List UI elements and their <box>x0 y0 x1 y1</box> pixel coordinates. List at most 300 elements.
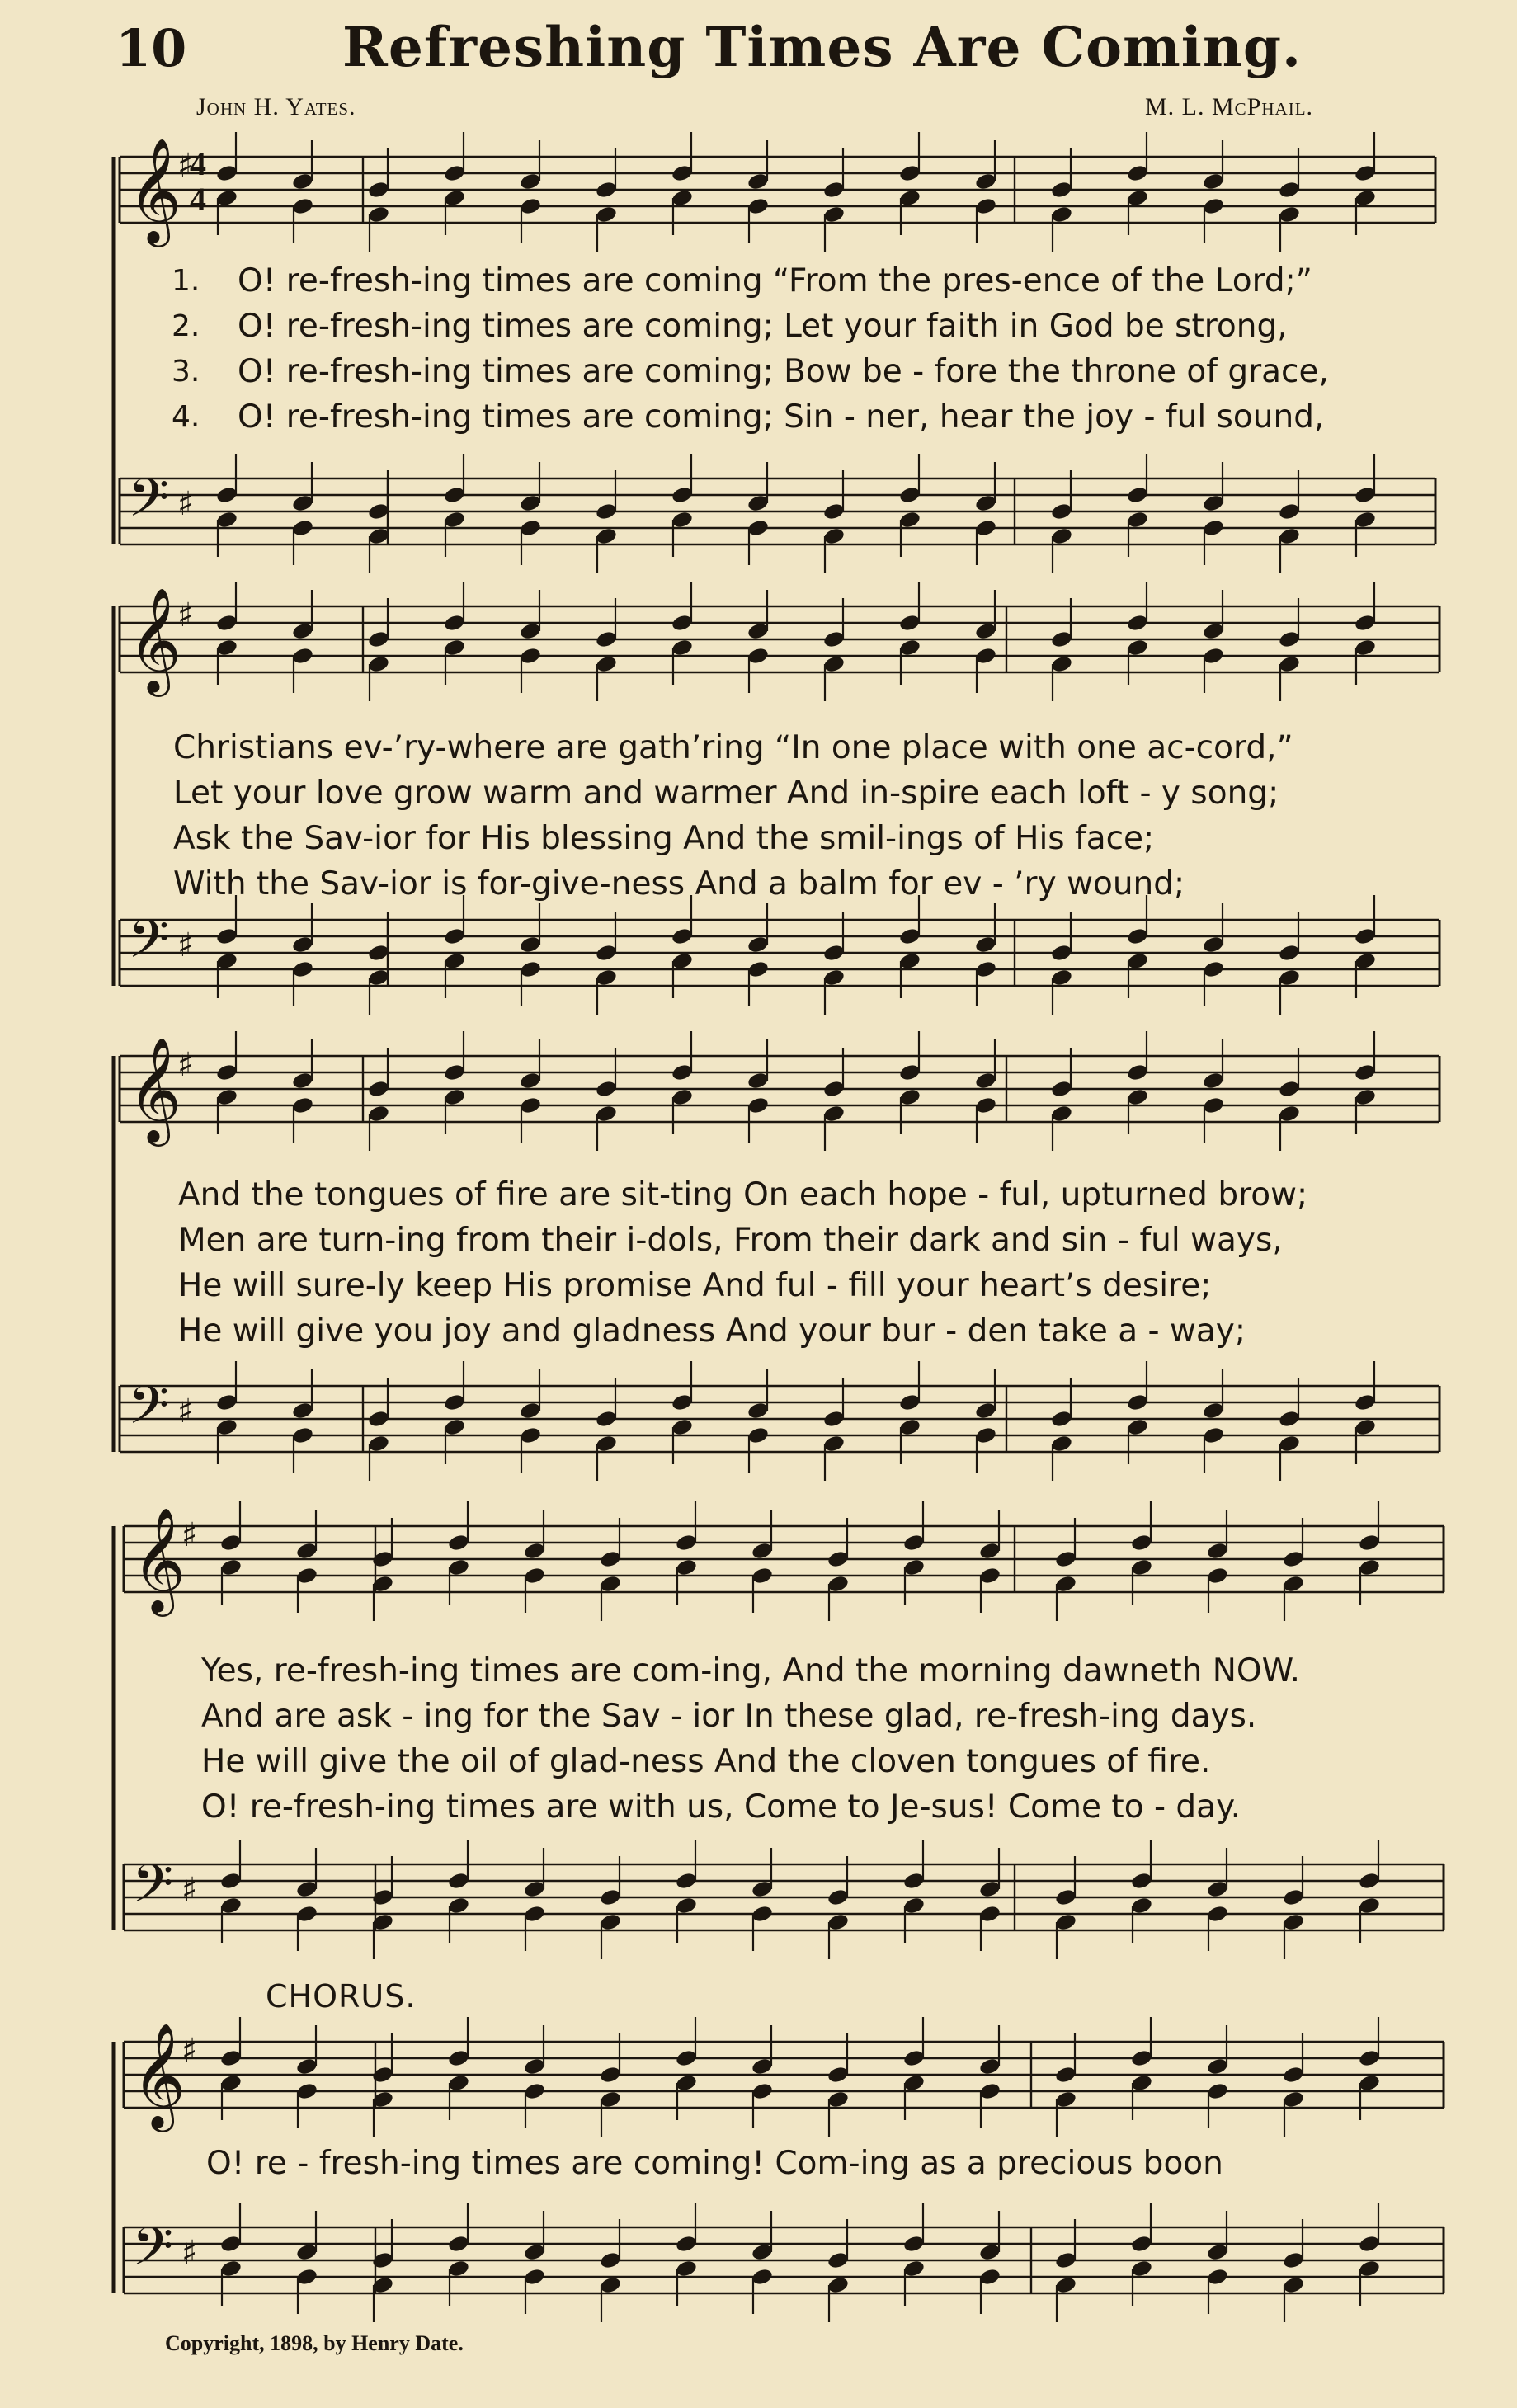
note-head <box>898 613 921 632</box>
note-head <box>1050 1079 1073 1098</box>
note-head <box>1358 1557 1381 1576</box>
treble-clef: 𝄞 <box>128 1036 182 1142</box>
note-head <box>974 621 997 640</box>
note-head <box>1282 1912 1305 1931</box>
note-head <box>1278 968 1301 987</box>
note-head <box>974 196 997 215</box>
sharp-sign: ♯ <box>181 2032 198 2070</box>
note-head <box>1206 1566 1229 1585</box>
note-head <box>599 2065 622 2084</box>
note-head <box>822 1434 846 1453</box>
note-head <box>1358 1533 1381 1552</box>
note-head <box>1206 1879 1229 1898</box>
note-head <box>827 1549 850 1568</box>
note-head <box>1354 951 1377 970</box>
note-head <box>291 935 314 954</box>
note-head <box>219 2048 243 2067</box>
note-head <box>751 2242 774 2261</box>
note-head <box>827 1912 850 1931</box>
note-head <box>1130 1896 1153 1915</box>
note-head <box>447 2259 470 2278</box>
note-head <box>671 1417 694 1436</box>
bass-clef: 𝄢 <box>128 1375 170 1449</box>
note-head <box>447 1871 470 1890</box>
note-head <box>291 621 314 640</box>
note-head <box>751 2081 774 2100</box>
note-head <box>822 180 846 199</box>
lyric-line: O! re-fresh-ing times are coming “From the pres-ence of the Lord;” <box>238 262 1313 299</box>
note-head <box>1202 172 1225 191</box>
treble-clef: 𝄞 <box>132 1506 186 1612</box>
chorus-label: CHORUS. <box>266 1978 417 2015</box>
note-head <box>295 1904 318 1923</box>
note-head <box>1126 188 1149 207</box>
note-head <box>822 526 846 545</box>
note-head <box>898 1392 921 1411</box>
lyric-line: And are ask - ing for the Sav - ior In these glad, re-fresh-ing days. <box>201 1698 1257 1735</box>
note-head <box>1050 629 1073 648</box>
note-head <box>595 629 618 648</box>
note-head <box>1354 926 1377 945</box>
note-head <box>367 1104 390 1123</box>
note-head <box>1358 2048 1381 2067</box>
note-head <box>671 1392 694 1411</box>
copyright-notice: Copyright, 1898, by Henry Date. <box>165 2331 464 2355</box>
note-head <box>519 959 542 978</box>
note-head <box>519 493 542 512</box>
note-head <box>215 1087 238 1106</box>
note-head <box>519 172 542 191</box>
note-head <box>898 188 921 207</box>
note-head <box>827 2250 850 2269</box>
note-head <box>447 1533 470 1552</box>
note-head <box>599 2275 622 2294</box>
note-head <box>595 943 618 962</box>
note-head <box>599 1574 622 1593</box>
note-head <box>822 1079 846 1098</box>
note-head <box>1126 613 1149 632</box>
note-head <box>978 1566 1001 1585</box>
note-head <box>974 646 997 665</box>
note-head <box>215 1392 238 1411</box>
sharp-sign: ♯ <box>177 596 194 634</box>
note-head <box>1354 188 1377 207</box>
note-head <box>1354 163 1377 182</box>
note-head <box>671 163 694 182</box>
note-head <box>215 638 238 657</box>
note-head <box>1050 526 1073 545</box>
note-head <box>215 1063 238 1081</box>
note-head <box>898 1087 921 1106</box>
note-head <box>1358 2073 1381 2092</box>
note-head <box>1278 654 1301 673</box>
note-head <box>902 2234 926 2253</box>
sharp-sign: ♯ <box>181 2234 198 2272</box>
note-head <box>595 1104 618 1123</box>
note-head <box>747 1096 770 1114</box>
note-head <box>671 638 694 657</box>
note-head <box>443 485 466 504</box>
note-head <box>443 163 466 182</box>
note-head <box>295 2057 318 2076</box>
treble-clef: 𝄞 <box>132 2022 186 2128</box>
note-head <box>367 180 390 199</box>
note-head <box>978 2242 1001 2261</box>
note-head <box>447 2234 470 2253</box>
treble-clef: 𝄞 <box>128 587 182 692</box>
note-head <box>295 2242 318 2261</box>
note-head <box>1202 935 1225 954</box>
note-head <box>1050 180 1073 199</box>
note-head <box>367 654 390 673</box>
note-head <box>671 188 694 207</box>
note-head <box>595 526 618 545</box>
note-head <box>443 510 466 529</box>
note-head <box>519 935 542 954</box>
note-head <box>215 510 238 529</box>
note-head <box>219 2234 243 2253</box>
note-head <box>675 1533 698 1552</box>
note-head <box>367 1409 390 1428</box>
sharp-sign: ♯ <box>177 485 194 523</box>
note-head <box>523 2242 546 2261</box>
note-head <box>827 1574 850 1593</box>
bass-clef: 𝄢 <box>132 1854 174 1928</box>
lyric-line: Men are turn-ing from their i-dols, From their dark and sin - ful ways, <box>178 1222 1283 1259</box>
note-head <box>1282 1887 1305 1906</box>
note-head <box>675 1871 698 1890</box>
bass-clef: 𝄢 <box>132 2217 174 2291</box>
note-head <box>1054 1549 1077 1568</box>
note-head <box>447 2073 470 2092</box>
note-head <box>827 2065 850 2084</box>
note-head <box>219 1557 243 1576</box>
note-head <box>822 205 846 224</box>
note-head <box>747 1071 770 1090</box>
note-head <box>1202 1425 1225 1444</box>
lyric-line: Ask the Sav-ior for His blessing And the smil-ings of His face; <box>173 820 1155 857</box>
note-head <box>295 1879 318 1898</box>
verse-number: 3. <box>172 355 200 389</box>
note-head <box>1278 180 1301 199</box>
note-head <box>822 1104 846 1123</box>
note-head <box>519 1096 542 1114</box>
note-head <box>827 2090 850 2109</box>
note-head <box>291 493 314 512</box>
note-head <box>1206 1541 1229 1560</box>
note-head <box>978 2267 1001 2286</box>
note-head <box>595 180 618 199</box>
note-head <box>523 1879 546 1898</box>
note-head <box>1354 613 1377 632</box>
note-head <box>519 646 542 665</box>
note-head <box>1358 2259 1381 2278</box>
note-head <box>974 172 997 191</box>
verse-number: 2. <box>172 309 200 343</box>
note-head <box>1202 493 1225 512</box>
note-head <box>1130 1533 1153 1552</box>
note-head <box>1050 654 1073 673</box>
note-head <box>675 2048 698 2067</box>
note-head <box>523 2267 546 2286</box>
note-head <box>1278 526 1301 545</box>
sharp-sign: ♯ <box>177 1046 194 1084</box>
note-head <box>595 968 618 987</box>
note-head <box>751 1904 774 1923</box>
note-head <box>747 518 770 537</box>
note-head <box>751 2057 774 2076</box>
lyric-line: And the tongues of fire are sit-ting On each hope - ful, upturned brow; <box>178 1176 1308 1213</box>
note-head <box>1130 2048 1153 2067</box>
note-head <box>295 1541 318 1560</box>
note-head <box>974 935 997 954</box>
note-head <box>974 518 997 537</box>
note-head <box>1126 485 1149 504</box>
note-head <box>367 205 390 224</box>
note-head <box>1202 1401 1225 1420</box>
note-head <box>219 1896 243 1915</box>
note-head <box>1126 926 1149 945</box>
note-head <box>1054 1912 1077 1931</box>
note-head <box>671 1063 694 1081</box>
note-head <box>1202 646 1225 665</box>
note-head <box>595 1434 618 1453</box>
lyricist-credit: John H. Yates. <box>196 93 356 120</box>
note-head <box>1206 1904 1229 1923</box>
note-head <box>1126 951 1149 970</box>
note-head <box>1278 502 1301 521</box>
note-head <box>1206 2242 1229 2261</box>
chorus-lyric-line: O! re - fresh-ing times are coming! Com-ing as a precious boon <box>206 2145 1223 2182</box>
note-head <box>751 1879 774 1898</box>
note-head <box>291 1425 314 1444</box>
note-head <box>675 1557 698 1576</box>
note-head <box>599 1549 622 1568</box>
note-head <box>902 1896 926 1915</box>
lyric-line: Yes, re-fresh-ing times are com-ing, And the morning dawneth NOW. <box>201 1652 1301 1689</box>
note-head <box>671 1087 694 1106</box>
note-head <box>1278 629 1301 648</box>
note-head <box>978 2081 1001 2100</box>
note-head <box>291 172 314 191</box>
note-head <box>1130 2073 1153 2092</box>
note-head <box>675 2073 698 2092</box>
note-head <box>443 188 466 207</box>
note-head <box>1282 2065 1305 2084</box>
note-head <box>1050 1104 1073 1123</box>
note-head <box>1202 621 1225 640</box>
note-head <box>1278 943 1301 962</box>
note-head <box>1278 1409 1301 1428</box>
note-head <box>291 1096 314 1114</box>
note-head <box>1282 2250 1305 2269</box>
note-head <box>671 926 694 945</box>
note-head <box>523 1904 546 1923</box>
note-head <box>898 510 921 529</box>
note-head <box>291 959 314 978</box>
note-head <box>1050 1409 1073 1428</box>
note-head <box>519 1401 542 1420</box>
note-head <box>443 1392 466 1411</box>
note-head <box>974 1401 997 1420</box>
note-head <box>215 926 238 945</box>
composer-credit: M. L. McPhail. <box>1145 93 1314 120</box>
note-head <box>599 2250 622 2269</box>
note-head <box>447 1896 470 1915</box>
note-head <box>443 951 466 970</box>
note-head <box>219 1533 243 1552</box>
sharp-sign: ♯ <box>177 926 194 964</box>
note-head <box>595 205 618 224</box>
note-head <box>1130 2234 1153 2253</box>
note-head <box>898 926 921 945</box>
note-head <box>595 502 618 521</box>
note-head <box>751 2267 774 2286</box>
note-head <box>1354 510 1377 529</box>
page-number: 10 <box>115 18 187 78</box>
note-head <box>1126 1417 1149 1436</box>
note-head <box>1126 1063 1149 1081</box>
note-head <box>902 2048 926 2067</box>
note-head <box>822 968 846 987</box>
note-head <box>751 1541 774 1560</box>
hymn-title: Refreshing Times Are Coming. <box>342 15 1302 79</box>
note-head <box>1126 510 1149 529</box>
note-head <box>295 2267 318 2286</box>
sharp-sign: ♯ <box>177 1392 194 1430</box>
note-head <box>978 1879 1001 1898</box>
note-head <box>447 1557 470 1576</box>
note-head <box>291 1071 314 1090</box>
note-head <box>902 1871 926 1890</box>
note-head <box>822 502 846 521</box>
note-head <box>747 1425 770 1444</box>
note-head <box>974 493 997 512</box>
note-head <box>599 1912 622 1931</box>
note-head <box>1126 1392 1149 1411</box>
note-head <box>747 935 770 954</box>
note-head <box>523 2057 546 2076</box>
note-head <box>974 1071 997 1090</box>
note-head <box>1358 1871 1381 1890</box>
note-head <box>1278 205 1301 224</box>
note-head <box>978 1541 1001 1560</box>
note-head <box>1050 943 1073 962</box>
note-head <box>215 188 238 207</box>
lyric-line: O! re-fresh-ing times are coming; Bow be - fore the throne of grace, <box>238 353 1329 390</box>
note-head <box>1202 959 1225 978</box>
note-head <box>822 629 846 648</box>
sharp-sign: ♯ <box>177 147 194 185</box>
note-head <box>902 1557 926 1576</box>
lyric-line: O! re-fresh-ing times are coming; Let your faith in God be strong, <box>238 308 1288 345</box>
note-head <box>367 629 390 648</box>
note-head <box>1054 2065 1077 2084</box>
note-head <box>902 1533 926 1552</box>
note-head <box>1282 2090 1305 2109</box>
note-head <box>827 1887 850 1906</box>
note-head <box>898 485 921 504</box>
note-head <box>443 613 466 632</box>
note-head <box>1278 1104 1301 1123</box>
note-head <box>1050 502 1073 521</box>
note-head <box>1054 1887 1077 1906</box>
note-head <box>822 1409 846 1428</box>
time-signature-bottom: 4 <box>190 181 206 218</box>
note-head <box>1130 2259 1153 2278</box>
note-head <box>1202 196 1225 215</box>
note-head <box>671 613 694 632</box>
note-head <box>1054 2250 1077 2269</box>
sharp-sign: ♯ <box>181 1871 198 1909</box>
note-head <box>1354 1063 1377 1081</box>
note-head <box>519 1071 542 1090</box>
note-head <box>675 2259 698 2278</box>
bass-clef: 𝄢 <box>128 468 170 542</box>
time-signature-top: 4 <box>190 145 206 182</box>
note-head <box>595 1079 618 1098</box>
note-head <box>1282 2275 1305 2294</box>
note-head <box>747 621 770 640</box>
note-head <box>1278 1434 1301 1453</box>
note-head <box>295 2081 318 2100</box>
lyric-line: O! re-fresh-ing times are coming; Sin - ner, hear the joy - ful sound, <box>238 398 1325 436</box>
note-head <box>898 1063 921 1081</box>
lyric-line: He will sure-ly keep His promise And ful - fill your heart’s desire; <box>178 1267 1212 1304</box>
note-head <box>519 518 542 537</box>
note-head <box>902 2073 926 2092</box>
note-head <box>1126 638 1149 657</box>
sharp-sign: ♯ <box>181 1516 198 1554</box>
note-head <box>523 2081 546 2100</box>
bass-clef: 𝄢 <box>128 909 170 983</box>
note-head <box>822 654 846 673</box>
note-head <box>1354 485 1377 504</box>
note-head <box>519 196 542 215</box>
note-head <box>523 1566 546 1585</box>
note-head <box>747 646 770 665</box>
note-head <box>595 1409 618 1428</box>
lyric-line: He will give you joy and gladness And your bur - den take a - way; <box>178 1312 1246 1350</box>
note-head <box>1282 1549 1305 1568</box>
note-head <box>1050 968 1073 987</box>
lyric-line: Christians ev-’ry-where are gath’ring “In one place with one ac-cord,” <box>173 729 1293 766</box>
note-head <box>1054 2275 1077 2294</box>
note-head <box>1278 1079 1301 1098</box>
lyric-line: Let your love grow warm and warmer And in-spire each loft - y song; <box>173 775 1279 812</box>
note-head <box>898 163 921 182</box>
note-head <box>747 959 770 978</box>
note-head <box>671 510 694 529</box>
note-head <box>1358 1896 1381 1915</box>
note-head <box>675 2234 698 2253</box>
note-head <box>595 654 618 673</box>
note-head <box>1202 1096 1225 1114</box>
note-head <box>519 1425 542 1444</box>
note-head <box>1354 1392 1377 1411</box>
note-head <box>443 1063 466 1081</box>
note-head <box>1050 205 1073 224</box>
note-head <box>599 1887 622 1906</box>
note-head <box>443 1087 466 1106</box>
note-head <box>671 951 694 970</box>
note-head <box>367 1434 390 1453</box>
note-head <box>1358 2234 1381 2253</box>
note-head <box>215 613 238 632</box>
note-head <box>827 2275 850 2294</box>
note-head <box>1130 1871 1153 1890</box>
note-head <box>1354 1087 1377 1106</box>
